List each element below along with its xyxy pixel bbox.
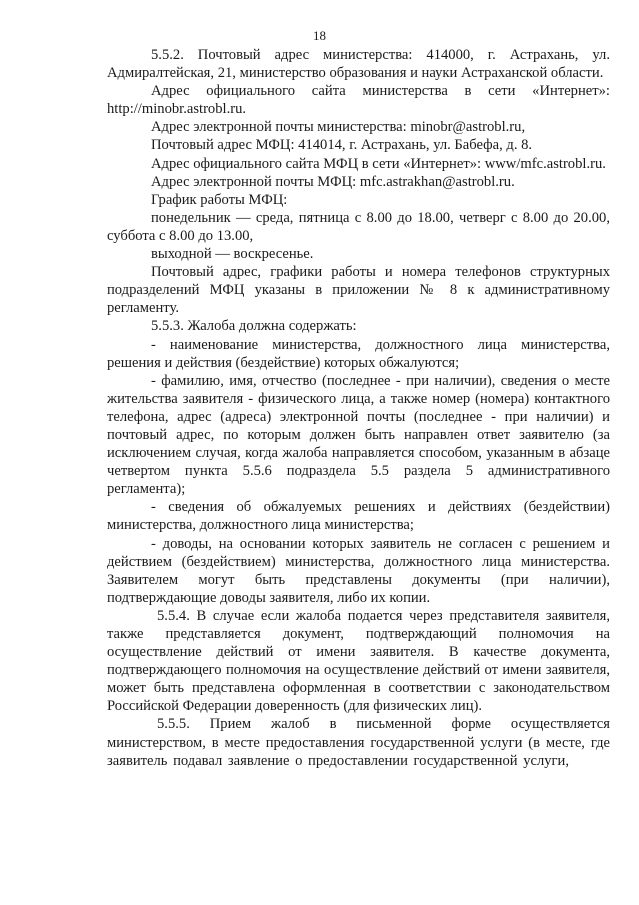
list-item-applicant-details: - фамилию, имя, отчество (последнее - при наличии), сведения о месте жительства заявителя - физического лица, а также номер (номера) контактного телефона, адрес (адреса) электронной почты (последнее - при наличии) и почтовый адрес, по которым должен быть направлен ответ заявителю (за исключением случая, когда жалоба направляется способом, указанным в абзаце четвертом пункта 5.5.6 подраздела 5.5 раздела 5 административного регламента); [107, 372, 610, 498]
paragraph-mfc-schedule-heading: График работы МФЦ: [151, 191, 288, 208]
paragraph-ministry-email: Адрес электронной почты министерства: minobr@astrobl.ru, [151, 119, 526, 136]
paragraph-5-5-2-postal-address: 5.5.2. Почтовый адрес министерства: 414000, г. Астрахань, ул. Адмиралтейская, 21, министерство образования и науки Астраханской области. [107, 47, 610, 82]
paragraph-5-5-3-complaint-contents: 5.5.3. Жалоба должна содержать: [151, 318, 357, 335]
paragraph-mfc-schedule-weekdays: понедельник — среда, пятница с 8.00 до 18.00, четверг с 8.00 до 20.00, суббота с 8.00 до 13.00, [107, 209, 610, 244]
list-item-appealed-decisions: - сведения об обжалуемых решениях и действиях (бездействии) министерства, должностного лица министерства; [107, 499, 610, 534]
paragraph-5-5-5-written-complaints: 5.5.5. Прием жалоб в письменной форме осуществляется министерством, в месте предоставления государственной услуги (в месте, где заявитель подавал заявление о предоставлении государственной услуги, [107, 716, 610, 769]
page-number: 18 [313, 28, 326, 43]
paragraph-ministry-website: Адрес официального сайта министерства в сети «Интернет»: http://minobr.astrobl.ru. [107, 83, 610, 118]
paragraph-mfc-website: Адрес официального сайта МФЦ в сети «Интернет»: www/mfc.astrobl.ru. [151, 155, 606, 172]
document-body [107, 46, 610, 770]
paragraph-mfc-schedule-dayoff: выходной — воскресенье. [151, 246, 314, 263]
paragraph-mfc-email: Адрес электронной почты МФЦ: mfc.astrakhan@astrobl.ru. [151, 173, 515, 190]
paragraph-mfc-postal-address: Почтовый адрес МФЦ: 414014, г. Астрахань, ул. Бабефа, д. 8. [151, 137, 533, 154]
list-item-arguments: - доводы, на основании которых заявитель не согласен с решением и действием (бездействием) министерства, должностного лица министерства. Заявителем могут быть представлены документы (при наличии), подтверждающие доводы заявителя, либо их копии. [107, 535, 610, 606]
paragraph-5-5-4-representative: 5.5.4. В случае если жалоба подается через представителя заявителя, также представляется документ, подтверждающий полномочия на осуществление действий от имени заявителя. В качестве документа, подтверждающего полномочия на осуществление действий от имени заявителя, может быть представлена оформленная в соответствии с законодательством Российской Федерации доверенность (для физических лиц). [107, 607, 610, 715]
paragraph-mfc-divisions-info: Почтовый адрес, графики работы и номера телефонов структурных подразделений МФЦ указаны в приложении № 8 к административному регламенту. [107, 264, 610, 317]
list-item-ministry-name: - наименование министерства, должностного лица министерства, решения и действия (бездействие) которых обжалуются; [107, 336, 610, 371]
